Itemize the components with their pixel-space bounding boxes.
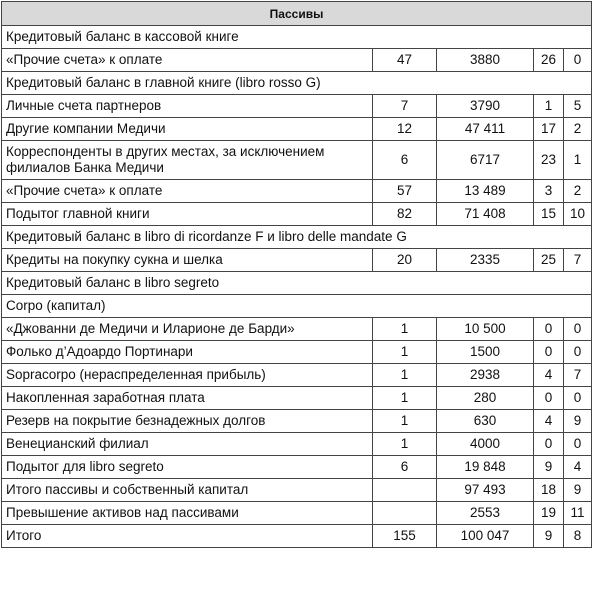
- row-label: Превышение активов над пассивами: [2, 502, 373, 525]
- cell-v1: [373, 502, 437, 525]
- cell-v2: 100 047: [437, 525, 534, 548]
- cell-v1: 1: [373, 410, 437, 433]
- table-row: [2, 318, 592, 341]
- cell-v2: 630: [437, 410, 534, 433]
- cell-v3: 0: [534, 387, 564, 410]
- section-row: [2, 26, 592, 49]
- cell-v2: 6717: [437, 141, 534, 180]
- cell-v4: 0: [564, 387, 592, 410]
- row-label: Подытог главной книги: [2, 203, 373, 226]
- row-label: «Прочие счета» к оплате: [2, 180, 373, 203]
- cell-v3: 26: [534, 49, 564, 72]
- cell-v4: 0: [564, 433, 592, 456]
- row-label: «Прочие счета» к оплате: [2, 49, 373, 72]
- cell-v2: 71 408: [437, 203, 534, 226]
- cell-v2: 4000: [437, 433, 534, 456]
- cell-v3: 4: [534, 410, 564, 433]
- cell-v4: 9: [564, 479, 592, 502]
- cell-v1: 6: [373, 456, 437, 479]
- row-label: Итого пассивы и собственный капитал: [2, 479, 373, 502]
- cell-v1: 155: [373, 525, 437, 548]
- section-row: [2, 295, 592, 318]
- cell-v4: 2: [564, 118, 592, 141]
- cell-v4: 0: [564, 341, 592, 364]
- cell-v4: 1: [564, 141, 592, 180]
- cell-v4: 11: [564, 502, 592, 525]
- cell-v3: 23: [534, 141, 564, 180]
- liabilities-table: [1, 1, 592, 548]
- table-row: [2, 479, 592, 502]
- cell-v4: 7: [564, 249, 592, 272]
- cell-v1: 6: [373, 141, 437, 180]
- cell-v1: 1: [373, 433, 437, 456]
- cell-v1: 1: [373, 341, 437, 364]
- table-header-row: [2, 2, 592, 26]
- cell-v1: 1: [373, 318, 437, 341]
- table-row: [2, 364, 592, 387]
- cell-v3: 9: [534, 525, 564, 548]
- cell-v3: 18: [534, 479, 564, 502]
- cell-v3: 1: [534, 95, 564, 118]
- table-row: [2, 95, 592, 118]
- table-row: [2, 118, 592, 141]
- cell-v3: 0: [534, 433, 564, 456]
- row-label: Sopracorpo (нераспределенная прибыль): [2, 364, 373, 387]
- cell-v1: 1: [373, 387, 437, 410]
- cell-v2: 2553: [437, 502, 534, 525]
- table-row: [2, 49, 592, 72]
- cell-v3: 9: [534, 456, 564, 479]
- cell-v1: 57: [373, 180, 437, 203]
- cell-v2: 3880: [437, 49, 534, 72]
- cell-v2: 3790: [437, 95, 534, 118]
- table-row: [2, 433, 592, 456]
- cell-v4: 10: [564, 203, 592, 226]
- row-label: Другие компании Медичи: [2, 118, 373, 141]
- cell-v4: 9: [564, 410, 592, 433]
- section-label: Кредитовый баланс в libro segreto: [2, 272, 592, 295]
- cell-v3: 0: [534, 341, 564, 364]
- cell-v3: 4: [534, 364, 564, 387]
- row-label: Личные счета партнеров: [2, 95, 373, 118]
- cell-v2: 47 411: [437, 118, 534, 141]
- section-label: Corpo (капитал): [2, 295, 592, 318]
- section-label: Кредитовый баланс в главной книге (libro rosso G): [2, 72, 592, 95]
- cell-v2: 19 848: [437, 456, 534, 479]
- cell-v3: 3: [534, 180, 564, 203]
- cell-v3: 17: [534, 118, 564, 141]
- cell-v4: 8: [564, 525, 592, 548]
- row-label: Итого: [2, 525, 373, 548]
- row-label: Подытог для libro segreto: [2, 456, 373, 479]
- section-row: [2, 226, 592, 249]
- table-row: [2, 525, 592, 548]
- cell-v2: 10 500: [437, 318, 534, 341]
- section-row: [2, 272, 592, 295]
- cell-v4: 7: [564, 364, 592, 387]
- cell-v2: 1500: [437, 341, 534, 364]
- table-row: [2, 387, 592, 410]
- row-label: Фолько д’Адоардо Портинари: [2, 341, 373, 364]
- cell-v3: 19: [534, 502, 564, 525]
- section-label: Кредитовый баланс в libro di ricordanze F и libro delle mandate G: [2, 226, 592, 249]
- cell-v3: 0: [534, 318, 564, 341]
- cell-v2: 2938: [437, 364, 534, 387]
- row-label: Резерв на покрытие безнадежных долгов: [2, 410, 373, 433]
- table-row: [2, 180, 592, 203]
- table-title: Пассивы: [2, 2, 592, 26]
- table-row: [2, 203, 592, 226]
- cell-v2: 280: [437, 387, 534, 410]
- table-row: [2, 141, 592, 180]
- cell-v4: 2: [564, 180, 592, 203]
- cell-v4: 0: [564, 49, 592, 72]
- cell-v2: 13 489: [437, 180, 534, 203]
- cell-v3: 15: [534, 203, 564, 226]
- cell-v3: 25: [534, 249, 564, 272]
- row-label: «Джованни де Медичи и Иларионе де Барди»: [2, 318, 373, 341]
- section-label: Кредитовый баланс в кассовой книге: [2, 26, 592, 49]
- cell-v2: 2335: [437, 249, 534, 272]
- cell-v1: 1: [373, 364, 437, 387]
- table-row: [2, 341, 592, 364]
- row-label: Накопленная заработная плата: [2, 387, 373, 410]
- cell-v4: 5: [564, 95, 592, 118]
- table-row: [2, 249, 592, 272]
- row-label: Венецианский филиал: [2, 433, 373, 456]
- cell-v1: 7: [373, 95, 437, 118]
- cell-v1: 20: [373, 249, 437, 272]
- cell-v1: 12: [373, 118, 437, 141]
- cell-v4: 4: [564, 456, 592, 479]
- cell-v1: [373, 479, 437, 502]
- cell-v4: 0: [564, 318, 592, 341]
- row-label: Кредиты на покупку сукна и шелка: [2, 249, 373, 272]
- table-row: [2, 410, 592, 433]
- cell-v1: 82: [373, 203, 437, 226]
- table-body: [2, 26, 592, 548]
- row-label: Корреспонденты в других местах, за исключением филиалов Банка Медичи: [2, 141, 373, 180]
- table-row: [2, 456, 592, 479]
- table-row: [2, 502, 592, 525]
- cell-v2: 97 493: [437, 479, 534, 502]
- cell-v1: 47: [373, 49, 437, 72]
- section-row: [2, 72, 592, 95]
